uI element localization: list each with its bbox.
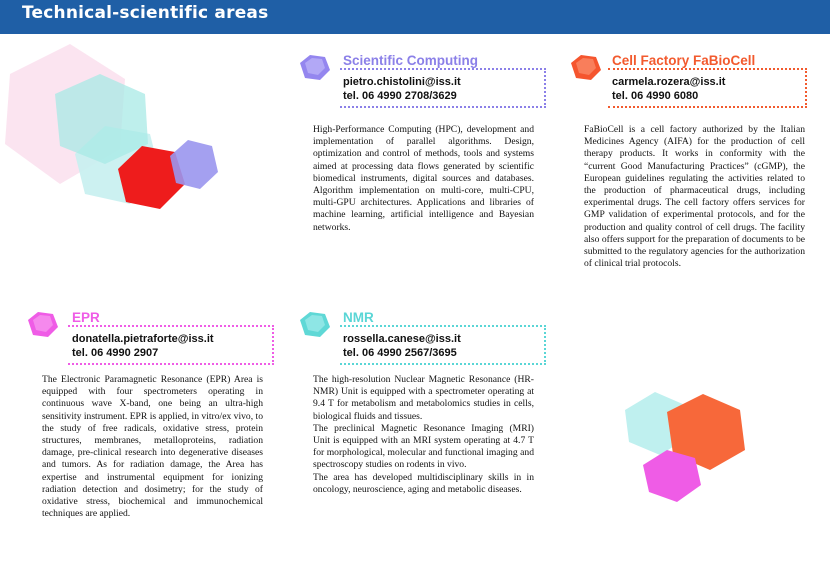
- page-title: Technical-scientific areas: [22, 3, 269, 23]
- cell-factory-description: [584, 124, 805, 270]
- nmr-paragraph: The preclinical Magnetic Resonance Imaging (MRI) Unit is equipped with an MRI system operating at 4.7 T for morphological, molecular and functional imaging and spectroscopy studies on rodents in vivo.: [313, 422, 534, 471]
- nmr-email[interactable]: rossella.canese@iss.it: [343, 333, 461, 345]
- scientific-computing-tel: tel. 06 4990 2708/3629: [343, 90, 457, 102]
- nmr-tel: tel. 06 4990 2567/3695: [343, 347, 457, 359]
- cell-factory-tel: tel. 06 4990 6080: [612, 90, 699, 102]
- scientific-computing-title: Scientific Computing: [343, 53, 478, 68]
- cell-factory-contact: [612, 75, 725, 103]
- scientific-computing-contact: [343, 75, 461, 103]
- epr-contact: [72, 332, 214, 360]
- cell-factory-title: Cell Factory FaBioCell: [612, 53, 756, 68]
- decorative-hexagons-right: [615, 380, 765, 520]
- epr-description: [42, 374, 263, 520]
- nmr-paragraph: The area has developed multidisciplinary skills in in oncology, neuroscience, aging and metabolic diseases.: [313, 471, 534, 495]
- scientific-computing-email[interactable]: pietro.chistolini@iss.it: [343, 76, 461, 88]
- scientific-computing-description: [313, 124, 534, 234]
- epr-paragraph: The Electronic Paramagnetic Resonance (EPR) Area is equipped with four spectrometers operating in continuous wave X-band, one being an ultra-high sensitivity instrument. EPR is applied, in vitro/ex vivo, to the study of free radicals, oxidative stress, protein structures, membranes, metalloproteins, radiation damage, pre-clinical research into degenerative diseases and tumors. As for radiation damage, the Area has expertise and instrumental equipment for ionizing radiation detection and dosimetry; for the study of oxidative stress, biochemical and immunochemical techniques are applied.: [42, 374, 263, 520]
- epr-email[interactable]: donatella.pietraforte@iss.it: [72, 333, 214, 345]
- epr-tel: tel. 06 4990 2907: [72, 347, 159, 359]
- scientific-computing-hex-icon: [297, 53, 333, 83]
- nmr-title: NMR: [343, 310, 374, 325]
- nmr-description: [313, 374, 534, 496]
- nmr-paragraph: The high-resolution Nuclear Magnetic Resonance (HR-NMR) Unit is equipped with a spectrometer operating at 9.4 T for metabolism and metabolomics studies in cells, biological fluids and tissues.: [313, 374, 534, 422]
- cell-factory-hex-icon: [568, 53, 604, 83]
- epr-title: EPR: [72, 310, 100, 325]
- cell-factory-email[interactable]: carmela.rozera@iss.it: [612, 76, 726, 88]
- decorative-hexagons-left: [0, 34, 240, 244]
- epr-hex-icon: [25, 310, 61, 340]
- nmr-contact: [343, 332, 461, 360]
- nmr-hex-icon: [297, 310, 333, 340]
- cell-factory-paragraph: FaBioCell is a cell factory authorized by the Italian Medicines Agency (AIFA) for the production of cell therapy products. It works in conformity with the “current Good Manufacturing Practices” (cGMP), the European guidelines regulating the activities related to the production of pharmaceutical drugs, including experimental drugs. The cell factory offers services for GMP validation of experimental protocols, and for the production and quality control of cell drugs. The facility also offers support for the preparation of documents to be submitted to the regulatory agencies for the authorization of clinical trial protocols.: [584, 124, 805, 270]
- scientific-computing-paragraph: High-Performance Computing (HPC), development and implementation of parallel algorithms. Design, optimization and control of methods, tools and systems aimed at processing data flows generated by scientific biomedical instruments, digital sources and databases. Algorithm implementation on multi-core, multi-CPU, multi-GPU architectures. Applications and libraries of machine learning, artificial intelligence and Bayesian networks.: [313, 124, 534, 233]
